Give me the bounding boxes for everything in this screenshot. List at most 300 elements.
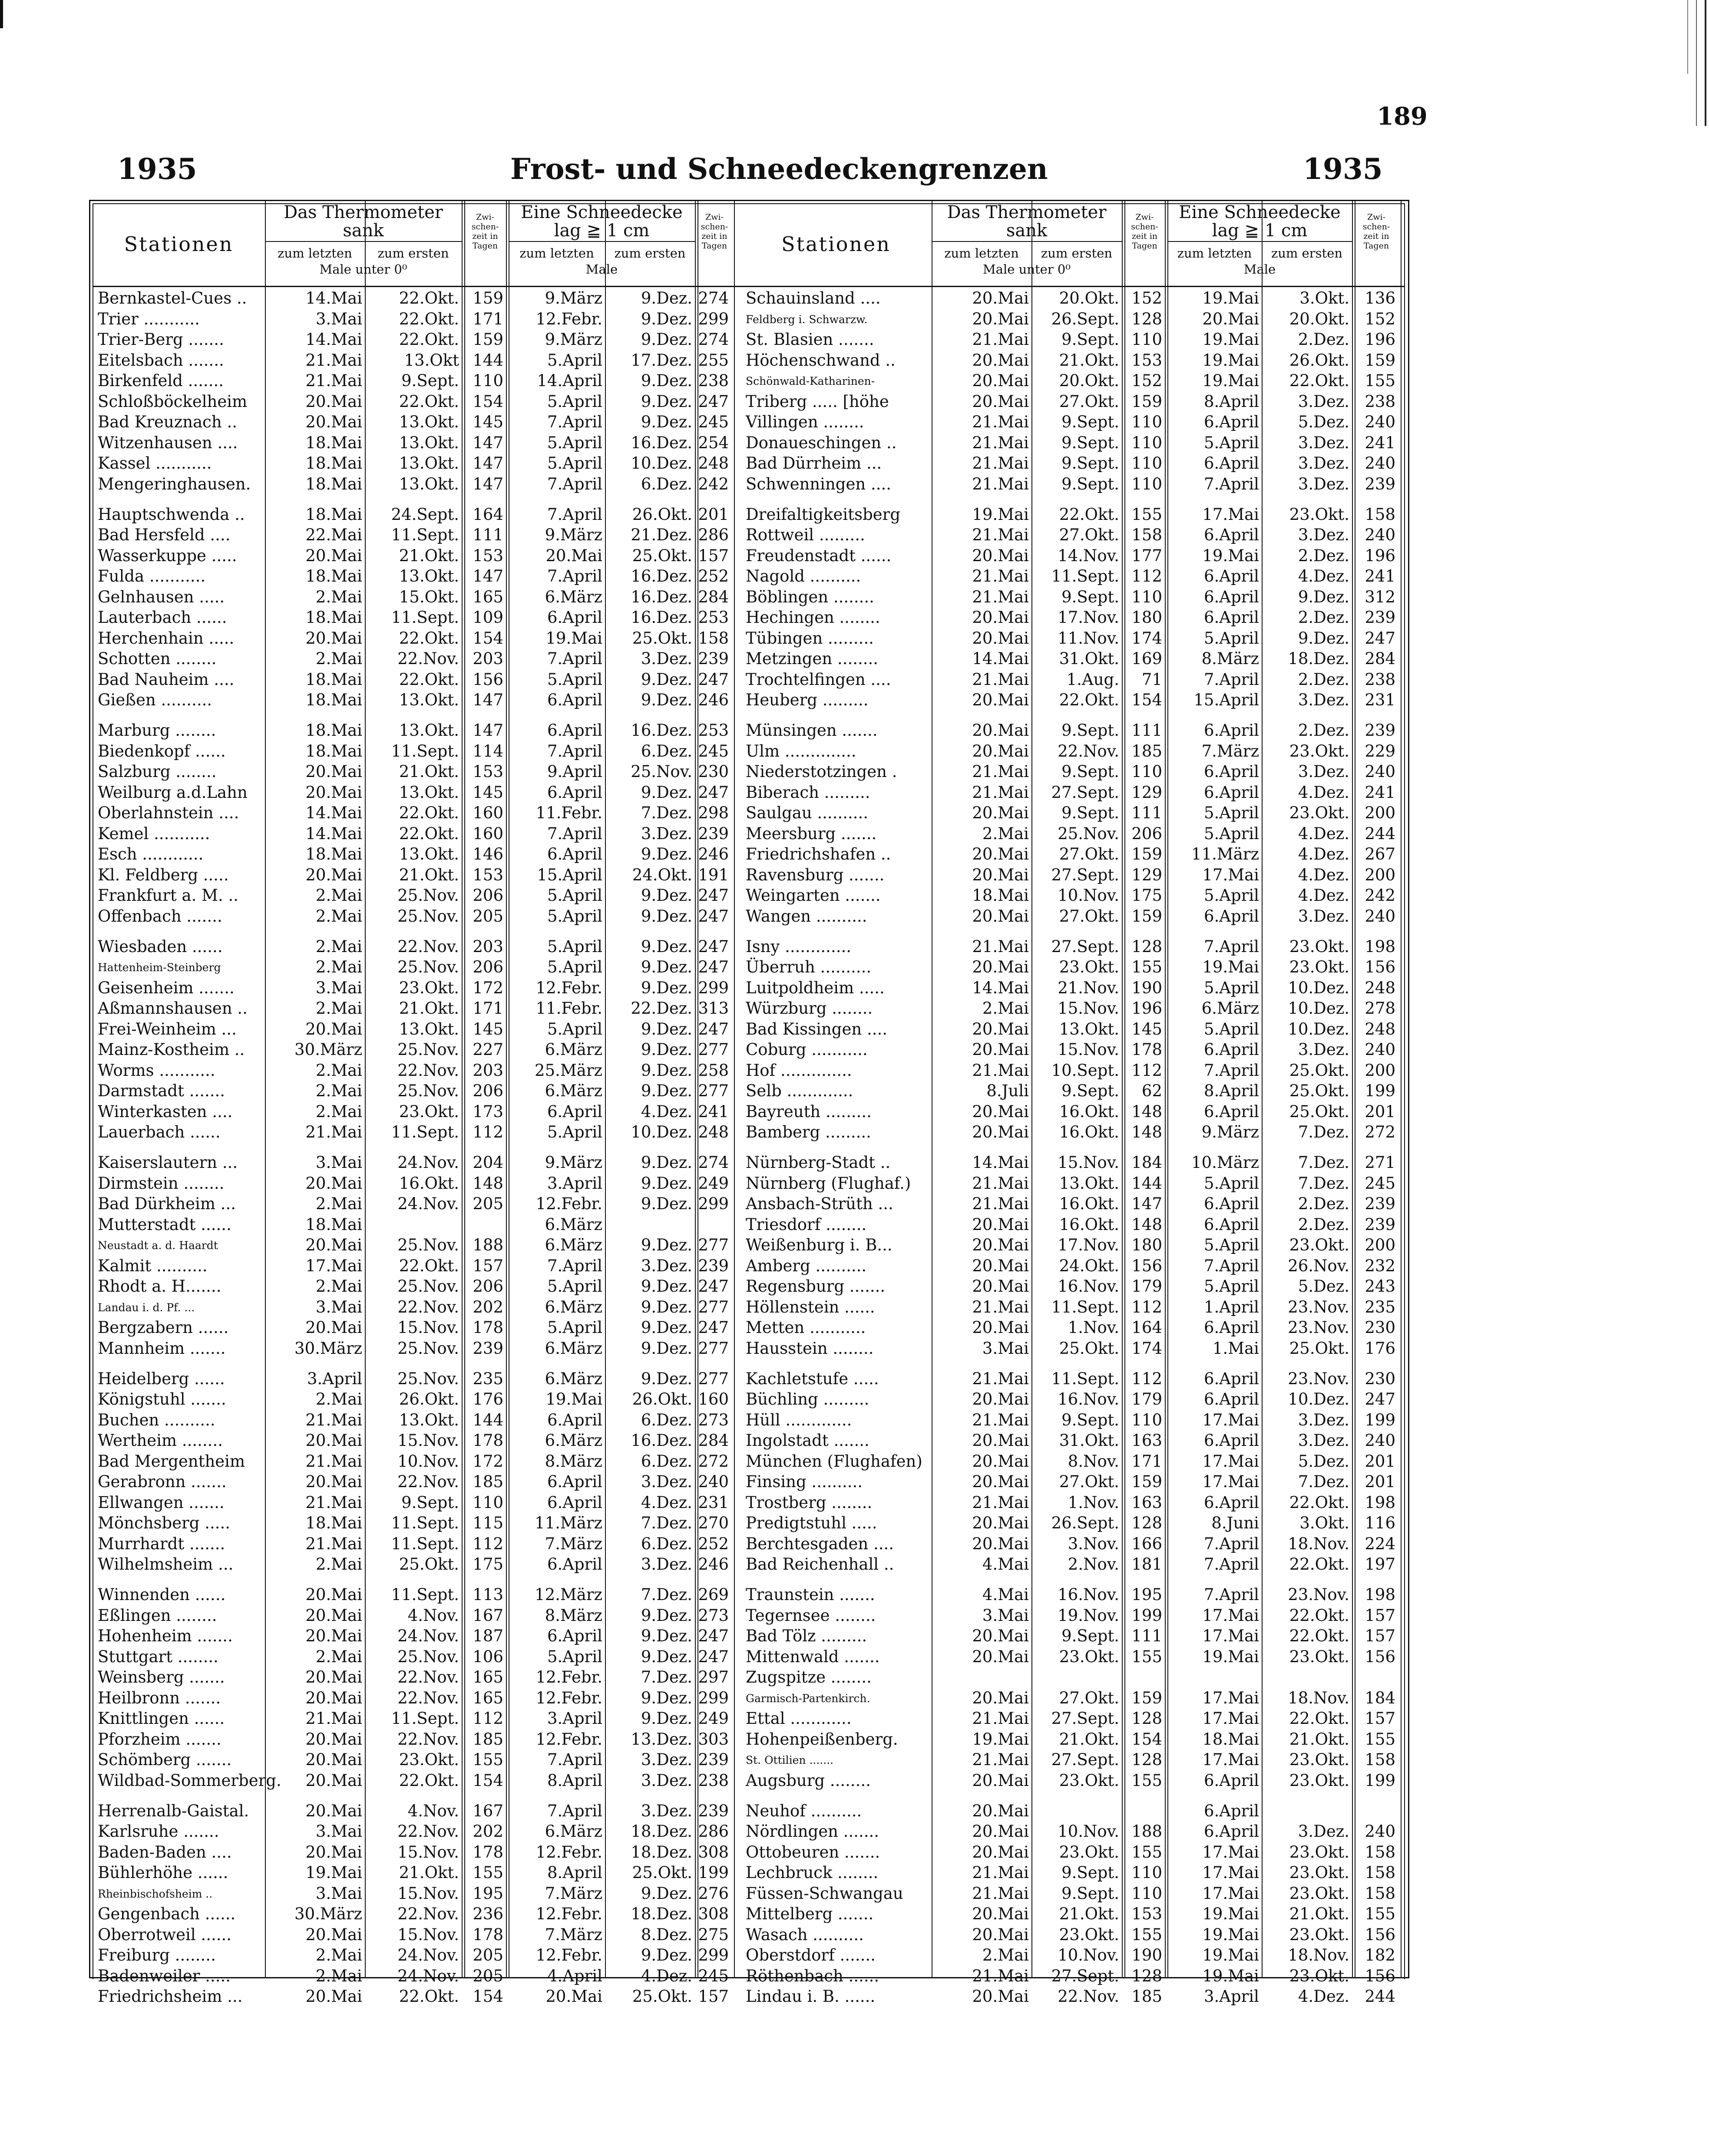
frost-last-date: 21.Mai <box>305 1493 362 1512</box>
snow-last-date: 5.April <box>547 392 602 411</box>
snow-free-days: 277 <box>698 1040 729 1059</box>
snow-last-date: 6.April <box>1203 1771 1259 1790</box>
frost-free-days: 159 <box>1131 906 1162 926</box>
frost-first-date: 21.Okt. <box>399 999 459 1018</box>
station-row <box>89 567 1409 588</box>
frost-first-date: 27.Okt. <box>1059 526 1119 545</box>
snow-first-date: 6.Dez. <box>641 1534 692 1553</box>
station-name: Ulm .............. <box>746 741 856 761</box>
frost-first-date: 23.Okt. <box>1059 958 1119 977</box>
station-name: Geisenheim ....... <box>98 978 235 997</box>
snow-last-date: 11.März <box>535 1514 602 1533</box>
frost-last-date: 30.März <box>294 1905 362 1924</box>
frost-last-date: 3.Mai <box>315 978 362 997</box>
snow-last-date: 6.April <box>1203 567 1259 586</box>
frost-first-date: 9.Sept. <box>1061 413 1119 432</box>
frost-free-days: 188 <box>1131 1822 1162 1841</box>
station-row <box>89 1081 1409 1102</box>
snow-last-date: 5.April <box>547 1123 602 1142</box>
station-row <box>89 1946 1409 1967</box>
frost-last-date: 21.Mai <box>972 1174 1029 1193</box>
snow-first-date: 3.Dez. <box>1298 526 1349 545</box>
station-row <box>89 804 1409 824</box>
snow-last-date: 6.März <box>545 1822 602 1841</box>
station-name: Mittenwald ....... <box>746 1647 880 1666</box>
station-row <box>89 1730 1409 1751</box>
snow-first-date: 23.Nov. <box>1288 1369 1349 1388</box>
frost-first-date: 25.Nov. <box>397 1277 459 1296</box>
station-name: Lechbruck ........ <box>746 1863 879 1882</box>
snow-free-days: 232 <box>1365 1256 1395 1275</box>
station-name: Luitpoldheim ..... <box>746 978 885 997</box>
station-name: Biedenkopf ...... <box>98 741 226 761</box>
station-name: Metzingen ........ <box>746 649 879 668</box>
station-name: Hechingen ........ <box>746 608 880 627</box>
snow-free-days: 231 <box>1365 691 1395 710</box>
station-row <box>89 886 1409 907</box>
snow-last-date: 7.April <box>547 413 602 432</box>
snow-first-date: 3.Dez. <box>1298 762 1349 781</box>
station-row <box>89 866 1409 886</box>
snow-last-date: 5.April <box>1203 804 1259 823</box>
snow-last-date: 6.März <box>545 1215 602 1234</box>
frost-last-date: 20.Mai <box>972 392 1029 411</box>
year-right: 1935 <box>1303 152 1383 186</box>
frost-last-date: 3.Mai <box>315 1153 362 1172</box>
snow-last-date: 17.Mai <box>1202 1709 1259 1728</box>
station-name: Tübingen ......... <box>746 628 874 648</box>
frost-last-date: 20.Mai <box>972 804 1029 823</box>
snow-free-days: 239 <box>698 1256 729 1275</box>
frost-first-date: 11.Nov. <box>1058 628 1119 648</box>
station-name: Frankfurt a. M. .. <box>98 886 239 905</box>
snow-last-date: 7.April <box>547 649 602 668</box>
snow-last-date: 14.April <box>537 371 602 390</box>
snow-last-date: 6.März <box>545 1081 602 1101</box>
snow-first-date: 9.Dez. <box>641 1019 692 1038</box>
frost-first-date: 4.Nov. <box>407 1606 459 1625</box>
snow-first-date: 7.Dez. <box>641 1585 692 1604</box>
snow-last-date: 6.April <box>1203 1431 1259 1450</box>
frost-free-days: 185 <box>473 1729 503 1749</box>
frost-table <box>89 200 1409 2006</box>
station-name: München (Flughafen) <box>746 1452 922 1471</box>
station-name: Bad Dürkheim ... <box>98 1194 236 1214</box>
station-name: Predigtstuhl ..... <box>746 1514 877 1533</box>
frost-first-date: 11.Sept. <box>391 526 459 545</box>
snow-last-date: 9.März <box>545 289 602 308</box>
snow-first-date: 23.Okt. <box>1289 958 1349 977</box>
station-name: Oberrotweil ...... <box>98 1925 231 1944</box>
snow-first-date: 3.Dez. <box>1298 474 1349 493</box>
frost-first-date: 27.Sept. <box>1051 1709 1119 1728</box>
snow-last-date: 6.April <box>1203 762 1259 781</box>
station-name: Dreifaltigkeitsberg <box>746 505 901 524</box>
snow-free-days: 197 <box>1365 1555 1395 1574</box>
station-name: Mittelberg ....... <box>746 1905 874 1924</box>
snow-first-date: 7.Dez. <box>1298 1153 1349 1172</box>
frost-first-date: 9.Sept. <box>1061 1410 1119 1429</box>
frost-free-days: 129 <box>1131 783 1162 802</box>
station-name: Winterkasten .... <box>98 1102 233 1121</box>
frost-free-days: 167 <box>473 1606 503 1625</box>
frost-free-days: 176 <box>473 1390 503 1409</box>
snow-last-date: 5.April <box>1203 1236 1259 1255</box>
station-name: Niederstotzingen . <box>746 762 897 781</box>
frost-last-date: 20.Mai <box>305 1318 362 1337</box>
frost-last-date: 20.Mai <box>305 1801 362 1820</box>
snow-last-date: 19.Mai <box>1202 546 1259 565</box>
frost-last-date: 3.Mai <box>315 1884 362 1903</box>
snow-free-days: 277 <box>698 1339 729 1358</box>
snow-last-date: 5.April <box>547 937 602 956</box>
station-name: Biberach ......... <box>746 783 870 802</box>
snow-last-date: 6.April <box>1203 1390 1259 1409</box>
frost-free-days: 227 <box>473 1040 503 1059</box>
station-row <box>89 1194 1409 1215</box>
snow-free-days: 239 <box>1365 474 1395 493</box>
frost-last-date: 20.Mai <box>972 1647 1029 1666</box>
snow-last-date: 19.Mai <box>545 1390 602 1409</box>
frost-last-date: 19.Mai <box>305 1863 362 1882</box>
frost-free-days: 195 <box>473 1884 503 1903</box>
frost-last-date: 20.Mai <box>972 289 1029 308</box>
snow-first-date: 7.Dez. <box>641 1514 692 1533</box>
snow-free-days: 184 <box>1365 1688 1395 1707</box>
snow-last-date: 5.April <box>1203 824 1259 843</box>
snow-first-date: 25.Okt. <box>1289 1102 1349 1121</box>
snow-first-date: 3.Dez. <box>641 824 692 843</box>
snow-first-date: 9.Dez. <box>641 371 692 390</box>
station-row <box>89 454 1409 475</box>
frost-free-days: 147 <box>473 454 503 473</box>
station-row <box>89 526 1409 546</box>
frost-free-days: 128 <box>1131 1750 1162 1769</box>
frost-free-days: 112 <box>1131 1297 1162 1316</box>
station-name: Rottweil ......... <box>746 526 865 545</box>
station-name: Lauerbach ...... <box>98 1123 221 1142</box>
frost-free-days: 178 <box>473 1842 503 1862</box>
frost-free-days: 157 <box>473 1256 503 1275</box>
frost-first-date: 16.Nov. <box>1058 1585 1119 1604</box>
frost-last-date: 30.März <box>294 1040 362 1059</box>
frost-free-days: 203 <box>473 649 503 668</box>
frost-free-days: 159 <box>1131 1688 1162 1707</box>
snow-first-date: 2.Dez. <box>1298 330 1349 349</box>
frost-free-days: 128 <box>1131 309 1162 328</box>
station-name: Fulda ........... <box>98 567 206 586</box>
snow-first-date: 23.Okt. <box>1289 1925 1349 1944</box>
station-row <box>89 670 1409 691</box>
snow-free-days: 247 <box>698 886 729 905</box>
frost-last-date: 3.April <box>307 1369 362 1388</box>
station-row <box>89 505 1409 526</box>
snow-free-days: 299 <box>698 1946 729 1965</box>
snow-first-date: 9.Dez. <box>641 1061 692 1080</box>
snow-free-days: 157 <box>698 1987 729 2006</box>
frost-first-date: 22.Okt. <box>399 804 459 823</box>
snow-free-days: 247 <box>698 937 729 956</box>
snow-last-date: 6.März <box>545 1040 602 1059</box>
snow-last-date: 6.April <box>1203 1369 1259 1388</box>
frost-last-date: 21.Mai <box>972 937 1029 956</box>
frost-free-days: 155 <box>473 1750 503 1769</box>
snow-free-days: 235 <box>1365 1297 1395 1316</box>
snow-last-date: 6.April <box>1203 1801 1259 1820</box>
frost-first-date: 22.Okt. <box>399 392 459 411</box>
snow-last-date: 17.Mai <box>1202 1410 1259 1429</box>
frost-last-date: 4.Mai <box>982 1585 1029 1604</box>
snow-first-date: 9.Dez. <box>1298 628 1349 648</box>
frost-first-date: 27.Okt. <box>1059 392 1119 411</box>
snow-last-date: 6.April <box>1203 1102 1259 1121</box>
snow-free-days: 247 <box>698 1277 729 1296</box>
snow-free-days: 245 <box>698 741 729 761</box>
frost-first-date: 31.Okt. <box>1059 649 1119 668</box>
snow-free-days: 239 <box>1365 1194 1395 1214</box>
snow-free-days: 155 <box>1365 1905 1395 1924</box>
snow-first-date: 3.Dez. <box>641 1256 692 1275</box>
snow-free-days: 308 <box>698 1905 729 1924</box>
snow-last-date: 6.März <box>545 1297 602 1316</box>
snow-last-date: 7.April <box>547 474 602 493</box>
station-row <box>89 1925 1409 1946</box>
station-name: Nördlingen ....... <box>746 1822 879 1841</box>
header-first-time: zum ersten <box>1041 246 1113 261</box>
frost-free-days: 178 <box>473 1431 503 1450</box>
snow-first-date: 21.Okt. <box>1289 1729 1349 1749</box>
frost-first-date: 21.Okt. <box>1059 1729 1119 1749</box>
snow-first-date: 5.Dez. <box>1298 1452 1349 1471</box>
station-name: Überruh .......... <box>746 958 872 977</box>
snow-first-date: 13.Dez. <box>631 1729 692 1749</box>
snow-first-date: 16.Dez. <box>631 433 692 452</box>
frost-last-date: 18.Mai <box>305 567 362 586</box>
frost-free-days: 239 <box>473 1339 503 1358</box>
snow-last-date: 19.Mai <box>1202 1946 1259 1965</box>
station-row <box>89 1771 1409 1792</box>
frost-first-date: 4.Nov. <box>407 1801 459 1820</box>
station-name: Kachletstufe ..... <box>746 1369 879 1388</box>
snow-first-date: 7.Dez. <box>1298 1174 1349 1193</box>
snow-free-days: 156 <box>1365 1966 1395 1985</box>
frost-first-date: 11.Sept. <box>391 1534 459 1553</box>
station-row <box>89 1514 1409 1534</box>
frost-last-date: 18.Mai <box>305 670 362 689</box>
frost-first-date: 9.Sept. <box>1061 721 1119 740</box>
frost-first-date: 17.Nov. <box>1058 608 1119 627</box>
frost-free-days: 112 <box>473 1709 503 1728</box>
frost-free-days: 112 <box>1131 1061 1162 1080</box>
snow-free-days: 245 <box>1365 1174 1395 1193</box>
frost-last-date: 18.Mai <box>305 505 362 524</box>
station-name: Freiburg ........ <box>98 1946 216 1965</box>
snow-last-date: 19.Mai <box>1202 351 1259 370</box>
snow-free-days: 247 <box>698 783 729 802</box>
station-name: Weinsberg ....... <box>98 1668 225 1687</box>
frost-first-date: 10.Nov. <box>397 1452 459 1471</box>
frost-first-date: 27.Sept. <box>1051 1966 1119 1985</box>
snow-first-date: 9.Dez. <box>1298 587 1349 606</box>
station-row <box>89 1123 1409 1144</box>
frost-first-date: 22.Nov. <box>397 1472 459 1491</box>
frost-last-date: 2.Mai <box>315 1946 362 1965</box>
station-row <box>89 392 1409 413</box>
snow-last-date: 19.Mai <box>1202 1966 1259 1985</box>
scan-edge-right <box>1696 0 1697 126</box>
snow-first-date: 6.Dez. <box>641 1452 692 1471</box>
frost-free-days: 206 <box>473 1081 503 1101</box>
frost-first-date: 25.Nov. <box>1058 824 1119 843</box>
snow-first-date: 2.Dez. <box>1298 608 1349 627</box>
snow-free-days: 247 <box>698 1318 729 1337</box>
station-name: Hattenheim-Steinberg <box>98 961 221 974</box>
snow-first-date: 9.Dez. <box>641 1946 692 1965</box>
station-name: Lindau i. B. ...... <box>746 1987 876 2006</box>
frost-free-days: 171 <box>1131 1452 1162 1471</box>
frost-first-date: 27.Okt. <box>1059 906 1119 926</box>
station-name: Hof .............. <box>746 1061 852 1080</box>
frost-free-days: 165 <box>473 1688 503 1707</box>
snow-last-date: 7.März <box>545 1534 602 1553</box>
frost-first-date: 11.Sept. <box>391 741 459 761</box>
frost-free-days: 203 <box>473 937 503 956</box>
station-name: Freudenstadt ...... <box>746 546 892 565</box>
station-name: Trochtelfingen .... <box>746 670 891 689</box>
frost-free-days: 62 <box>1141 1081 1162 1101</box>
frost-first-date: 1.Nov. <box>1068 1318 1119 1337</box>
frost-first-date: 23.Okt. <box>1059 1647 1119 1666</box>
snow-free-days: 239 <box>698 824 729 843</box>
station-name: Eitelsbach ....... <box>98 351 224 370</box>
frost-last-date: 14.Mai <box>305 330 362 349</box>
station-name: Höchenschwand .. <box>746 351 896 370</box>
frost-free-days: 110 <box>473 371 503 390</box>
frost-first-date: 24.Sept. <box>391 505 459 524</box>
station-row <box>89 1040 1409 1061</box>
frost-first-date: 22.Nov. <box>397 1905 459 1924</box>
frost-first-date: 11.Sept. <box>391 1585 459 1604</box>
page-title: Frost- und Schneedeckengrenzen <box>510 152 1048 186</box>
station-name: Donaueschingen .. <box>746 433 897 452</box>
frost-last-date: 2.Mai <box>315 906 362 926</box>
snow-free-days: 249 <box>698 1709 729 1728</box>
station-name: Kalmit .......... <box>98 1256 208 1275</box>
snow-free-days: 277 <box>698 1236 729 1255</box>
frost-last-date: 21.Mai <box>972 1297 1029 1316</box>
station-row <box>89 475 1409 496</box>
snow-first-date: 9.Dez. <box>641 783 692 802</box>
frost-first-date: 23.Okt. <box>399 978 459 997</box>
frost-free-days: 165 <box>473 587 503 606</box>
snow-first-date: 3.Dez. <box>1298 1410 1349 1429</box>
snow-free-days: 201 <box>1365 1472 1395 1491</box>
frost-last-date: 20.Mai <box>972 1842 1029 1862</box>
station-name: Witzenhausen .... <box>98 433 238 452</box>
frost-free-days: 154 <box>1131 691 1162 710</box>
snow-last-date: 17.Mai <box>1202 505 1259 524</box>
scan-edge-right <box>1705 0 1706 126</box>
frost-last-date: 20.Mai <box>972 1925 1029 1944</box>
station-name: Schloßböckelheim <box>98 392 248 411</box>
frost-first-date: 21.Okt. <box>399 762 459 781</box>
frost-first-date: 27.Okt. <box>1059 845 1119 864</box>
frost-last-date: 20.Mai <box>972 1534 1029 1553</box>
station-row <box>89 1967 1409 1987</box>
snow-last-date: 19.Mai <box>1202 330 1259 349</box>
frost-first-date: 15.Nov. <box>397 1318 459 1337</box>
frost-last-date: 20.Mai <box>305 628 362 648</box>
frost-last-date: 21.Mai <box>972 413 1029 432</box>
frost-first-date: 20.Okt. <box>1059 371 1119 390</box>
frost-first-date: 15.Nov. <box>397 1925 459 1944</box>
station-name: Oberlahnstein .... <box>98 804 239 823</box>
station-name: Schotten ........ <box>98 649 217 668</box>
frost-first-date: 25.Nov. <box>397 1236 459 1255</box>
frost-free-days: 165 <box>473 1668 503 1687</box>
frost-first-date: 13.Okt. <box>399 691 459 710</box>
snow-last-date: 7.April <box>1203 1534 1259 1553</box>
snow-last-date: 6.April <box>1203 1493 1259 1512</box>
header-sank: sank <box>343 221 384 241</box>
snow-last-date: 6.März <box>545 1236 602 1255</box>
header-subrule <box>509 241 695 242</box>
snow-first-date: 16.Dez. <box>631 1431 692 1450</box>
frost-last-date: 20.Mai <box>305 1019 362 1038</box>
snow-free-days: 158 <box>1365 1750 1395 1769</box>
snow-last-date: 12.Febr. <box>536 1688 602 1707</box>
frost-first-date: 24.Nov. <box>397 1966 459 1985</box>
frost-first-date: 15.Nov. <box>1058 1153 1119 1172</box>
snow-last-date: 17.Mai <box>1202 865 1259 884</box>
frost-free-days: 147 <box>1131 1194 1162 1214</box>
snow-first-date: 4.Dez. <box>641 1102 692 1121</box>
snow-last-date: 5.April <box>547 1647 602 1666</box>
snow-last-date: 19.Mai <box>1202 1905 1259 1924</box>
frost-last-date: 20.Mai <box>972 1431 1029 1450</box>
snow-last-date: 6.April <box>1203 1040 1259 1059</box>
frost-first-date: 25.Nov. <box>397 958 459 977</box>
snow-free-days: 230 <box>698 762 729 781</box>
snow-free-days: 247 <box>698 392 729 411</box>
station-name: Neustadt a. d. Haardt <box>98 1239 218 1252</box>
header-snow-cover: Eine Schneedecke <box>521 202 683 222</box>
snow-first-date: 5.Dez. <box>1298 413 1349 432</box>
snow-first-date: 3.Dez. <box>641 1555 692 1574</box>
frost-last-date: 21.Mai <box>972 587 1029 606</box>
snow-first-date: 22.Okt. <box>1289 1627 1349 1646</box>
snow-free-days: 155 <box>1365 371 1395 390</box>
station-name: Isny ............. <box>746 937 851 956</box>
station-name: Bühlerhöhe ...... <box>98 1863 228 1882</box>
frost-last-date: 20.Mai <box>305 1729 362 1749</box>
snow-first-date: 9.Dez. <box>641 1369 692 1388</box>
frost-first-date: 13.Okt. <box>1059 1019 1119 1038</box>
station-row <box>89 1298 1409 1319</box>
snow-last-date: 6.März <box>1201 999 1259 1018</box>
frost-first-date: 11.Sept. <box>391 1709 459 1728</box>
frost-free-days: 110 <box>1131 433 1162 452</box>
station-row <box>89 999 1409 1020</box>
frost-last-date: 20.Mai <box>305 1627 362 1646</box>
station-row <box>89 1987 1409 2008</box>
station-name: Ingolstadt ....... <box>746 1431 869 1450</box>
snow-free-days: 198 <box>1365 1585 1395 1604</box>
frost-free-days: 199 <box>1131 1606 1162 1625</box>
frost-last-date: 2.Mai <box>982 824 1029 843</box>
snow-last-date: 15.April <box>537 865 602 884</box>
header-interval-days: Zwi- schen- zeit in Tagen <box>701 212 728 251</box>
